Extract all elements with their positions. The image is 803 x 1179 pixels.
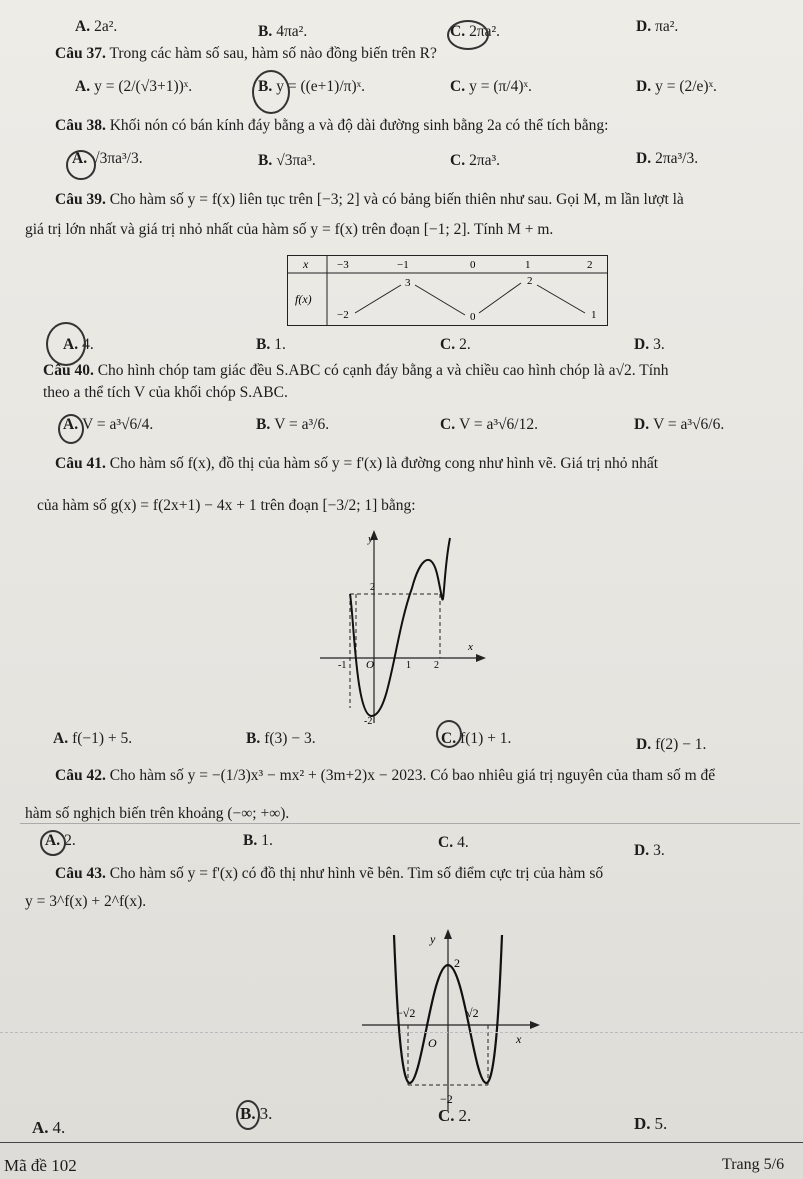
q41-option-b: B. f(3) − 3.	[246, 730, 316, 747]
svg-text:x: x	[516, 1032, 522, 1046]
svg-text:x: x	[468, 641, 473, 653]
option-b-prev: B. 4πa².	[258, 23, 308, 40]
table-val-1: −2	[337, 309, 349, 321]
q40-option-c: C. V = a³√6/12.	[440, 416, 538, 433]
svg-text:O: O	[366, 659, 374, 671]
table-fx-head: f(x)	[295, 292, 312, 306]
answer-circle	[252, 70, 290, 114]
graph-q41-svg	[310, 528, 490, 728]
question-43: Câu 43. Cho hàm số y = f'(x) có đồ thị như hình vẽ bên. Tìm số điểm cực trị của hàm số y = 3^f(x) + 2^f(x).	[25, 865, 604, 910]
q37-option-a: A. y = (2/(√3+1))ˣ.	[75, 78, 193, 95]
q38-option-a: A. √3πa³/3.	[72, 150, 143, 167]
curve-q41	[350, 538, 450, 716]
question-40: Câu 40. Cho hình chóp tam giác đều S.ABC có cạnh đáy bằng a và chiều cao hình chóp là a√2. Tính theo a thể tích V của khối chóp S.ABC.	[43, 362, 669, 401]
svg-text:2: 2	[434, 660, 439, 671]
arrow-down-1	[415, 285, 465, 315]
svg-text:−2: −2	[440, 1092, 453, 1106]
page-number: Trang 5/6	[722, 1156, 785, 1173]
svg-text:1: 1	[406, 660, 411, 671]
x-axis-arrow	[476, 654, 486, 662]
answer-circle	[236, 1100, 260, 1130]
q37-option-c: C. y = (π/4)ˣ.	[450, 78, 532, 95]
q41-option-d: D. f(2) − 1.	[636, 736, 707, 753]
table-val-2: 3	[405, 277, 411, 289]
svg-text:2: 2	[370, 582, 375, 593]
table-val-4: 2	[527, 275, 533, 287]
option-a-prev: A. 2a².	[75, 18, 118, 35]
question-39: Câu 39. Cho hàm số y = f(x) liên tục trên [−3; 2] và có bảng biến thiên như sau. Gọi M, m lần lượt là giá trị lớn nhất và giá trị nhỏ nhất của hàm số y = f(x) trên đoạn [−1; 2]. Tính M + m.	[25, 191, 684, 238]
q38-option-b: B. √3πa³.	[258, 152, 316, 169]
q40-option-a: A. V = a³√6/4.	[63, 416, 154, 433]
question-38: Câu 38. Khối nón có bán kính đáy bằng a và độ dài đường sinh bằng 2a có thể tích bằng:	[55, 117, 609, 134]
svg-text:y: y	[368, 533, 373, 545]
svg-text:y: y	[430, 932, 436, 946]
q38-option-c: C. 2πa³.	[450, 152, 501, 169]
q42-option-b: B. 1.	[243, 832, 273, 849]
answer-circle	[40, 830, 66, 856]
arrow-up-1	[355, 285, 401, 313]
variation-table-svg	[287, 255, 609, 327]
fold-line	[20, 823, 800, 824]
arrow-up-2	[479, 283, 521, 313]
answer-circle	[436, 720, 462, 748]
table-x-2: −1	[397, 259, 409, 271]
graph-q43	[360, 925, 540, 1120]
exam-code: Mã đề 102	[4, 1156, 77, 1175]
q41-option-a: A. f(−1) + 5.	[53, 730, 133, 747]
svg-text:−√2: −√2	[396, 1006, 416, 1020]
graph-q43-svg	[360, 925, 540, 1115]
graph-q41	[310, 528, 490, 733]
svg-text:2: 2	[454, 956, 460, 970]
table-x-1: −3	[337, 259, 349, 271]
svg-text:√2: √2	[466, 1006, 479, 1020]
q37-option-b: B. y = ((e+1)/π)ˣ.	[258, 78, 365, 95]
table-x-3: 0	[470, 259, 476, 271]
q42-option-d: D. 3.	[634, 842, 665, 859]
q37-option-d: D. y = (2/e)ˣ.	[636, 78, 717, 95]
q39-option-a: A. 4.	[63, 336, 94, 353]
q40-option-b: B. V = a³/6.	[256, 416, 330, 433]
question-42: Câu 42. Cho hàm số y = −(1/3)x³ − mx² + (3m+2)x − 2023. Có bao nhiêu giá trị nguyên của tham số m để hàm số nghịch biến trên khoảng (−∞; +∞).	[25, 767, 716, 822]
q43-option-a: A. 4.	[32, 1118, 66, 1137]
q39-option-d: D. 3.	[634, 336, 665, 353]
arrow-down-2	[537, 285, 585, 313]
q42-option-c: C. 4.	[438, 834, 469, 851]
q42-option-a: A. 2.	[45, 832, 76, 849]
option-c-prev: C. 2πa².	[450, 23, 501, 40]
variation-table	[287, 255, 609, 332]
option-d-prev: D. πa².	[636, 18, 679, 35]
svg-text:O: O	[428, 1036, 437, 1050]
q38-option-d: D. 2πa³/3.	[636, 150, 699, 167]
table-val-5: 1	[591, 309, 597, 321]
table-x-head: x	[303, 257, 309, 271]
table-x-5: 2	[587, 259, 593, 271]
table-x-4: 1	[525, 259, 531, 271]
footer-divider	[0, 1142, 803, 1143]
q43-option-b: B. 3.	[240, 1104, 273, 1123]
q39-option-c: C. 2.	[440, 336, 471, 353]
question-37: Câu 37. Trong các hàm số sau, hàm số nào đồng biến trên R?	[55, 45, 437, 62]
q43-option-c: C. 2.	[438, 1106, 472, 1125]
table-val-3: 0	[470, 311, 476, 323]
q41-option-c: C. f(1) + 1.	[441, 730, 512, 747]
answer-circle	[58, 414, 84, 444]
svg-text:-1: -1	[338, 660, 347, 671]
answer-circle	[66, 150, 96, 180]
q40-option-d: D. V = a³√6/6.	[634, 416, 725, 433]
q39-option-b: B. 1.	[256, 336, 286, 353]
fold-line-2	[0, 1032, 803, 1033]
svg-text:-2: -2	[364, 716, 373, 727]
question-41: Câu 41. Cho hàm số f(x), đồ thị của hàm số y = f'(x) là đường cong như hình vẽ. Giá trị nhỏ nhất của hàm số g(x) = f(2x+1) − 4x + 1 trên đoạn [−3/2; 1] bằng:	[37, 455, 659, 514]
q43-option-d: D. 5.	[634, 1114, 668, 1133]
